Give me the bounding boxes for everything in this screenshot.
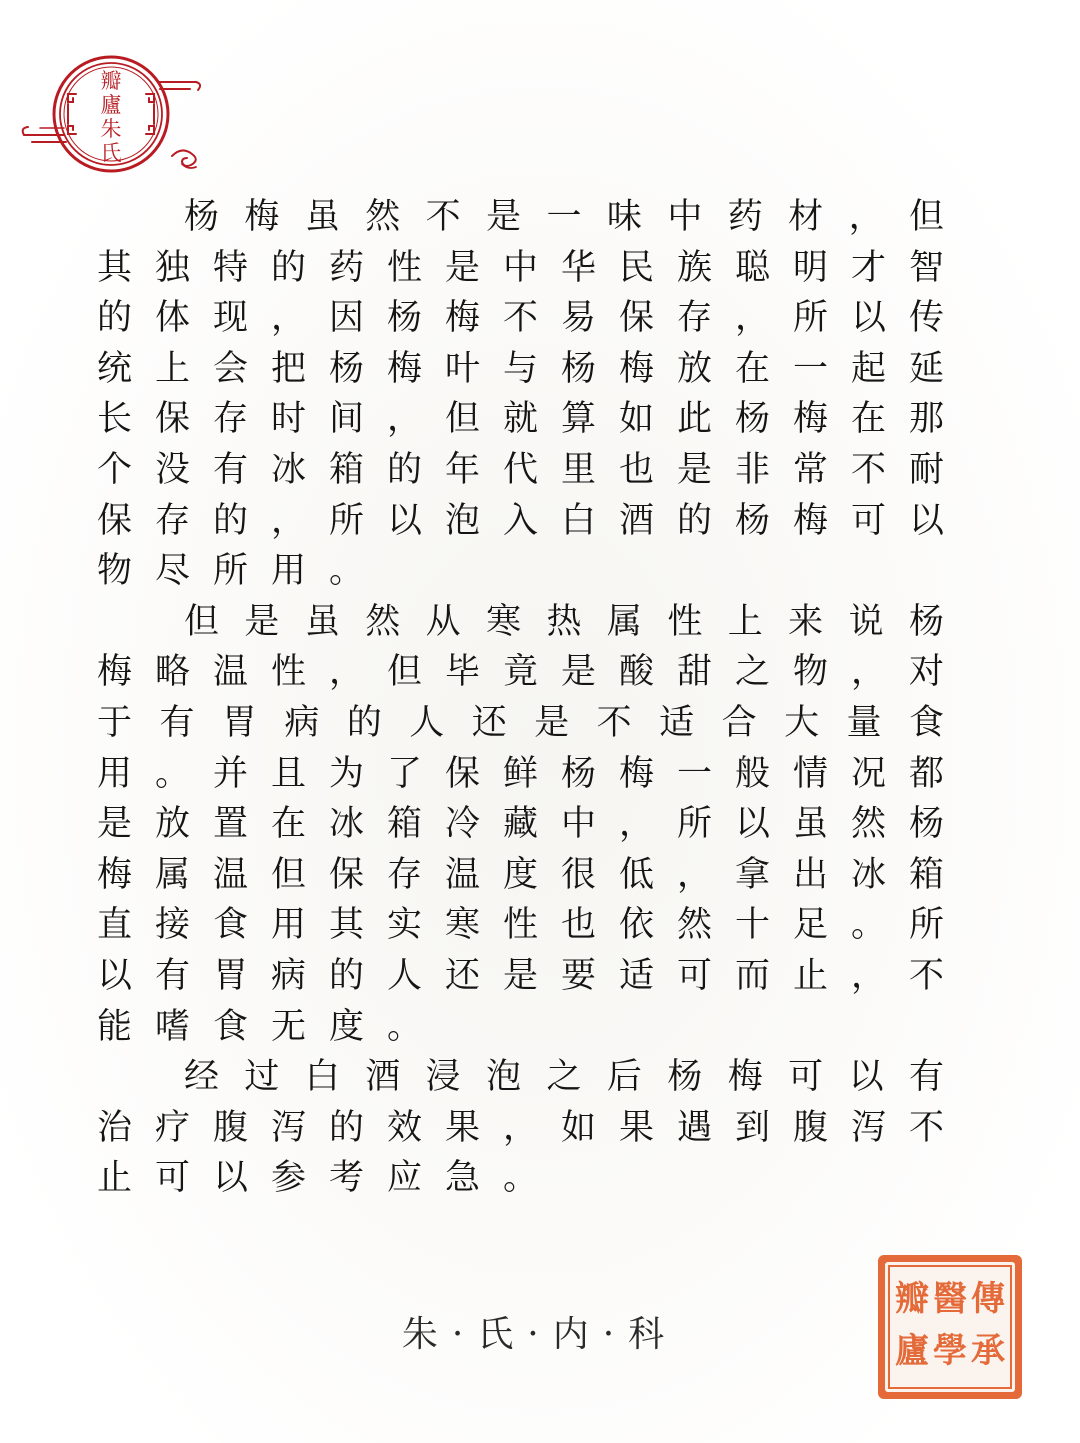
clinic-logo — [20, 52, 205, 184]
article-paragraph-1: 杨梅虽然不是一味中药材，但其独特的药性是中华民族聪明才智的体现，因杨梅不易保存，所以传统上会把杨梅叶与杨梅放在一起延长保存时间，但就算如此杨梅在那个没有冰箱的年代里也是非常不耐保存的，所以泡入白酒的杨梅可以物尽所用。 — [97, 197, 968, 592]
svg-text:承: 承 — [971, 1331, 1005, 1371]
article-paragraph-3: 经过白酒浸泡之后杨梅可以有治疗腹泻的效果，如果遇到腹泻不止可以参考应急。 — [97, 1057, 968, 1199]
logo-character-1: 瓣 — [100, 69, 122, 93]
svg-text:瓣: 瓣 — [895, 1279, 929, 1319]
logo-character-4: 氏 — [100, 141, 122, 165]
logo-character-2: 廬 — [100, 93, 122, 117]
article-body — [97, 192, 967, 1204]
red-seal-stamp — [875, 1252, 1025, 1402]
article-paragraph-2: 但是虽然从寒热属性上来说杨梅略温性，但毕竟是酸甜之物，对于有胃病的人还是不适合大量食用。并且为了保鲜杨梅一般情况都是放置在冰箱冷藏中，所以虽然杨梅属温但保存温度很低，拿出冰箱直接食用其实寒性也依然十足。所以有胃病的人还是要适可而止，不能嗜食无度。 — [97, 601, 968, 1047]
svg-text:學: 學 — [933, 1331, 967, 1371]
logo-character-3: 朱 — [100, 117, 122, 141]
svg-text:傳: 傳 — [971, 1279, 1005, 1319]
svg-text:醫: 醫 — [933, 1279, 967, 1319]
footer-clinic-name: 朱·氏·内·科 — [401, 1314, 679, 1355]
svg-text:廬: 廬 — [895, 1331, 929, 1371]
